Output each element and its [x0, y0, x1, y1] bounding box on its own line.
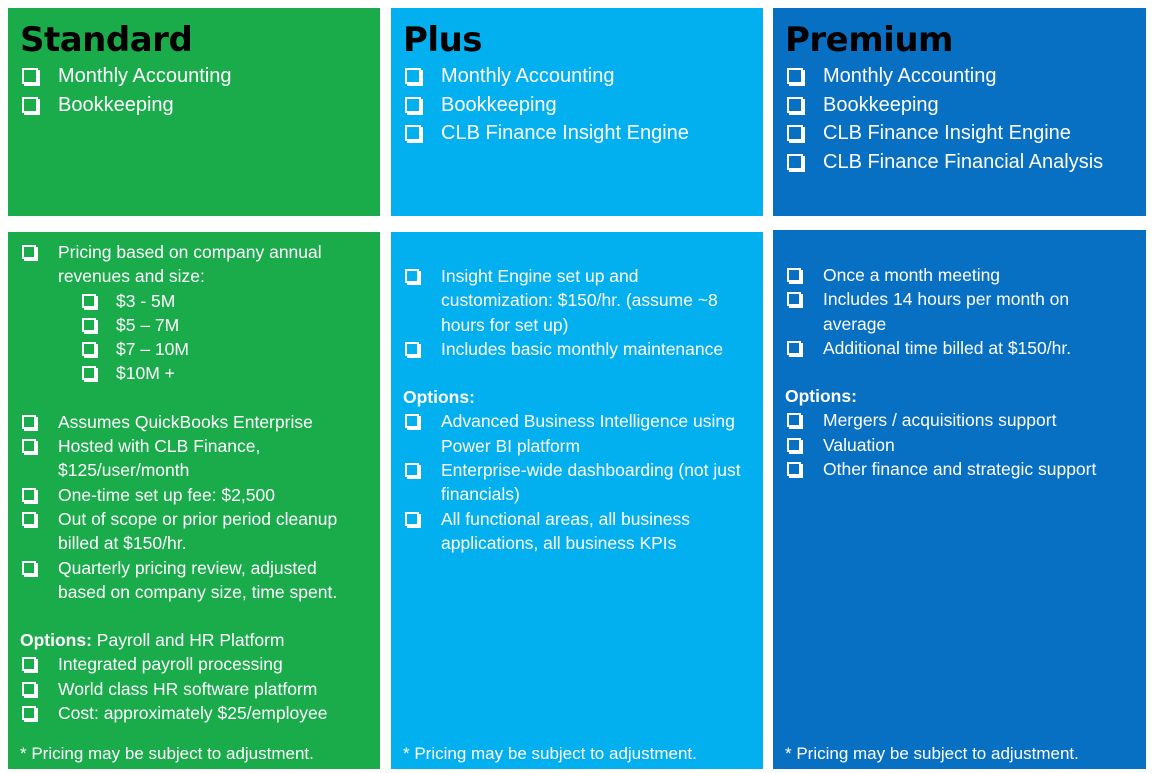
premium-title: Premium	[785, 20, 953, 60]
checkbox-icon	[22, 682, 36, 696]
list-item: Bookkeeping	[403, 91, 763, 120]
list-item: Quarterly pricing review, adjusted based on company size, time spent.	[20, 556, 362, 605]
premium-details-list	[785, 263, 1146, 360]
checkbox-icon	[22, 68, 38, 84]
checkbox-icon	[22, 561, 36, 575]
list-item: $3 - 5M	[20, 289, 380, 313]
list-item: Assumes QuickBooks Enterprise	[20, 410, 362, 434]
list-item: Additional time billed at $150/hr.	[785, 336, 1128, 360]
checkbox-icon	[787, 292, 801, 306]
standard-title: Standard	[20, 20, 193, 60]
list-item: Pricing based on company annual revenues and size:	[20, 240, 380, 289]
checkbox-icon	[22, 439, 36, 453]
checkbox-icon	[405, 68, 421, 84]
premium-feature-list	[785, 62, 1146, 176]
list-item: $10M +	[20, 361, 380, 385]
checkbox-icon	[787, 97, 803, 113]
standard-details-panel	[8, 232, 380, 769]
checkbox-icon	[787, 154, 803, 170]
checkbox-icon	[787, 125, 803, 141]
checkbox-icon	[787, 268, 801, 282]
premium-options-heading: Options:	[785, 386, 857, 407]
list-item: Insight Engine set up and customization: $150/hr. (assume ~8 hours for set up)	[403, 264, 745, 337]
list-item: CLB Finance Financial Analysis	[785, 148, 1146, 177]
list-item: CLB Finance Insight Engine	[785, 119, 1146, 148]
standard-footnote: * Pricing may be subject to adjustment.	[20, 744, 314, 763]
standard-options-heading: Options: Payroll and HR Platform	[20, 630, 285, 651]
checkbox-icon	[787, 438, 801, 452]
list-item: Advanced Business Intelligence using Power BI platform	[403, 409, 745, 458]
checkbox-icon	[22, 657, 36, 671]
standard-details-list	[20, 410, 380, 604]
checkbox-icon	[22, 512, 36, 526]
checkbox-icon	[22, 488, 36, 502]
plus-details-panel	[391, 232, 763, 769]
checkbox-icon	[22, 415, 36, 429]
list-item: All functional areas, all business applications, all business KPIs	[403, 507, 745, 556]
list-item: Cost: approximately $25/employee	[20, 701, 380, 725]
plus-feature-list	[403, 62, 763, 148]
plus-title: Plus	[403, 20, 483, 60]
list-item: Valuation	[785, 433, 1146, 457]
plus-options-list	[403, 409, 763, 555]
checkbox-icon	[787, 413, 801, 427]
checkbox-icon	[787, 341, 801, 355]
list-item: $5 – 7M	[20, 313, 380, 337]
list-item: Includes 14 hours per month on average	[785, 287, 1128, 336]
plus-options-heading: Options:	[403, 387, 475, 408]
list-item: $7 – 10M	[20, 337, 380, 361]
checkbox-icon	[405, 269, 419, 283]
checkbox-icon	[405, 463, 419, 477]
checkbox-icon	[22, 97, 38, 113]
standard-pricing-list	[20, 240, 380, 289]
list-item: Includes basic monthly maintenance	[403, 337, 745, 361]
checkbox-icon	[405, 342, 419, 356]
plus-header-panel	[391, 8, 763, 216]
list-item: Monthly Accounting	[785, 62, 1146, 91]
list-item: World class HR software platform	[20, 677, 380, 701]
checkbox-icon	[405, 97, 421, 113]
premium-header-panel	[773, 8, 1146, 216]
checkbox-icon	[787, 68, 803, 84]
premium-footnote: * Pricing may be subject to adjustment.	[785, 744, 1079, 763]
checkbox-icon	[22, 245, 36, 259]
list-item: CLB Finance Insight Engine	[403, 119, 763, 148]
standard-feature-list	[20, 62, 380, 119]
checkbox-icon	[82, 366, 96, 380]
list-item: Enterprise-wide dashboarding (not just financials)	[403, 458, 745, 507]
standard-header-panel	[8, 8, 380, 216]
list-item: Integrated payroll processing	[20, 652, 380, 676]
list-item: Monthly Accounting	[403, 62, 763, 91]
list-item: Bookkeeping	[20, 91, 380, 120]
checkbox-icon	[405, 414, 419, 428]
checkbox-icon	[787, 462, 801, 476]
checkbox-icon	[405, 512, 419, 526]
list-item: Once a month meeting	[785, 263, 1128, 287]
list-item: Monthly Accounting	[20, 62, 380, 91]
list-item: Bookkeeping	[785, 91, 1146, 120]
standard-revenue-bands	[20, 289, 380, 386]
list-item: Other finance and strategic support	[785, 457, 1146, 481]
list-item: One-time set up fee: $2,500	[20, 483, 362, 507]
premium-options-list	[785, 408, 1146, 481]
checkbox-icon	[22, 706, 36, 720]
checkbox-icon	[82, 294, 96, 308]
standard-options-list	[20, 652, 380, 725]
checkbox-icon	[405, 125, 421, 141]
list-item: Out of scope or prior period cleanup billed at $150/hr.	[20, 507, 362, 556]
plus-details-list	[403, 264, 763, 361]
checkbox-icon	[82, 318, 96, 332]
list-item: Mergers / acquisitions support	[785, 408, 1146, 432]
checkbox-icon	[82, 342, 96, 356]
list-item: Hosted with CLB Finance, $125/user/month	[20, 434, 362, 483]
plus-footnote: * Pricing may be subject to adjustment.	[403, 744, 697, 763]
premium-details-panel	[773, 230, 1146, 769]
